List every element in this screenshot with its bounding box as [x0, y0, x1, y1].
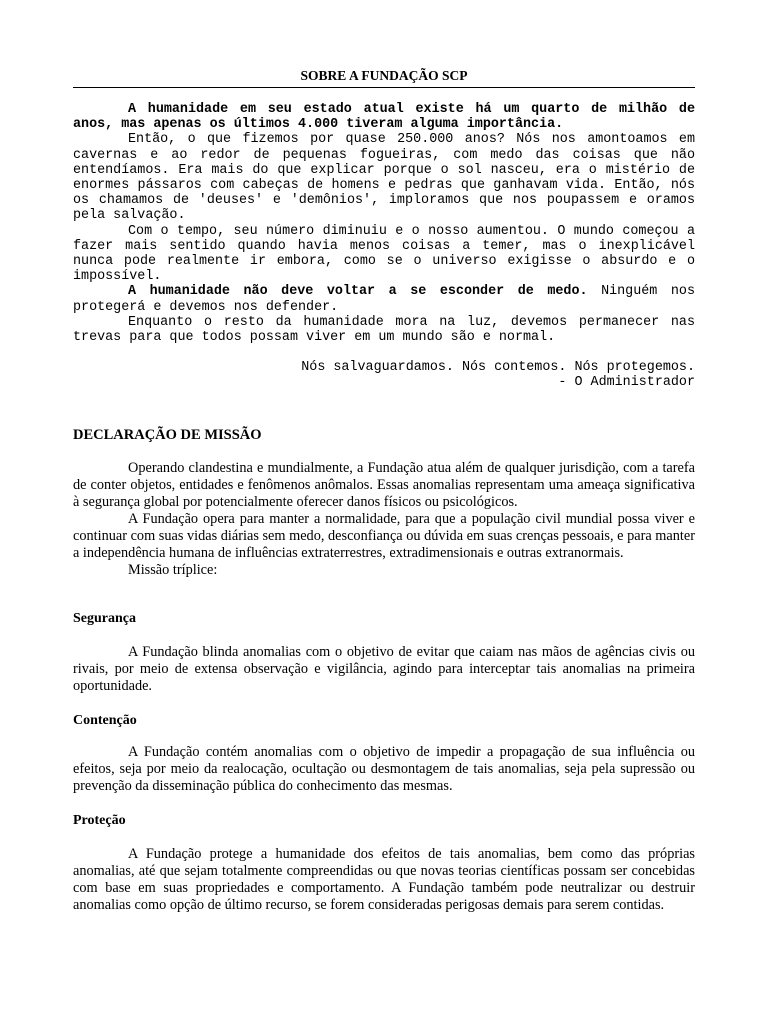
mission-paragraph-3: Missão tríplice: [128, 562, 218, 578]
mission-paragraph-1: Operando clandestina e mundialmente, a Fundação atua além de qualquer jurisdição, com a tarefa de conter objetos, entidades e fenômenos anômalos. Essas anomalias representam uma ameaça significativa à segurança global por potencialmente oferecer danos físicos ou psicológicos. [73, 460, 695, 510]
section-heading-seguranca: Segurança [73, 611, 136, 626]
intro-paragraph-3: Com o tempo, seu número diminuiu e o nosso aumentou. O mundo começou a fazer mais sentido quando havia menos coisas a temer, mas o inexplicável nunca pode realmente ir embora, como se o universo exigisse o absurdo e o impossível. [73, 223, 695, 285]
section-text-seguranca [73, 644, 695, 695]
mission-heading: DECLARAÇÃO DE MISSÃO [73, 427, 262, 443]
intro-text [73, 102, 695, 345]
section-text-protecao [73, 846, 695, 914]
section-paragraph: A Fundação blinda anomalias com o objetivo de evitar que caiam nas mãos de agências civis ou rivais, por meio de extensa observação e vigilância, agindo para interceptar tais anomalias na primeira oportunidade. [73, 644, 695, 694]
section-paragraph: A Fundação protege a humanidade dos efeitos de tais anomalias, bem como das próprias anomalias, até que sejam totalmente compreendidas ou que novas teorias científicas possam ser concebidas com base em suas propriedades e comportamento. A Fundação também pode neutralizar ou destruir anomalias como opção de último recurso, se forem consideradas perigosas demais para serem contidas. [73, 846, 695, 913]
intro-bold-statement: A humanidade em seu estado atual existe há um quarto de milhão de anos, mas apenas os últimos 4.000 tiveram alguma importância. [73, 102, 695, 133]
signature-author: - O Administrador [558, 375, 695, 391]
signature-motto: Nós salvaguardamos. Nós contemos. Nós protegemos. [301, 360, 695, 375]
intro-bold-warning: A humanidade não deve voltar a se esconder de medo. [128, 284, 588, 300]
section-text-contencao [73, 744, 695, 795]
intro-paragraph-2: Então, o que fizemos por quase 250.000 anos? Nós nos amontoamos em cavernas e ao redor de pequenas fogueiras, com medo das coisas que não entendíamos. Era mais do que explicar porque o sol nasceu, era o mistério de enormes pássaros com cabeças de homens e pedras que ganhavam vida. Então, nós os chamamos de 'deuses' e 'demônios', imploramos que nos poupassem e oramos pela salvação. [73, 132, 695, 224]
section-heading-protecao: Proteção [73, 813, 126, 828]
signature [73, 360, 695, 390]
intro-paragraph-1 [73, 102, 695, 132]
intro-paragraph-4 [73, 284, 695, 314]
section-heading-contencao: Contenção [73, 713, 137, 728]
section-paragraph: A Fundação contém anomalias com o objetivo de impedir a propagação de sua influência ou efeitos, seja por meio da realocação, ocultação ou desmontagem de tais anomalias, seja pela supressão ou prevenção da disseminação pública do conhecimento das mesmas. [73, 744, 695, 794]
title-divider [73, 87, 695, 88]
page-title: SOBRE A FUNDAÇÃO SCP [300, 68, 468, 83]
intro-paragraph-4-rest: Ninguém nos protegerá e devemos nos defender. [73, 284, 695, 315]
intro-paragraph-5: Enquanto o resto da humanidade mora na luz, devemos permanecer nas trevas para que todos possam viver em um mundo são e normal. [73, 314, 695, 346]
mission-paragraph-2: A Fundação opera para manter a normalidade, para que a população civil mundial possa viver e continuar com suas vidas diárias sem medo, desconfiança ou dúvida em suas crenças pessoais, e para manter a independência humana de influências extraterrestres, extradimensionais e outras extranormais. [73, 511, 695, 561]
mission-text [73, 460, 695, 579]
